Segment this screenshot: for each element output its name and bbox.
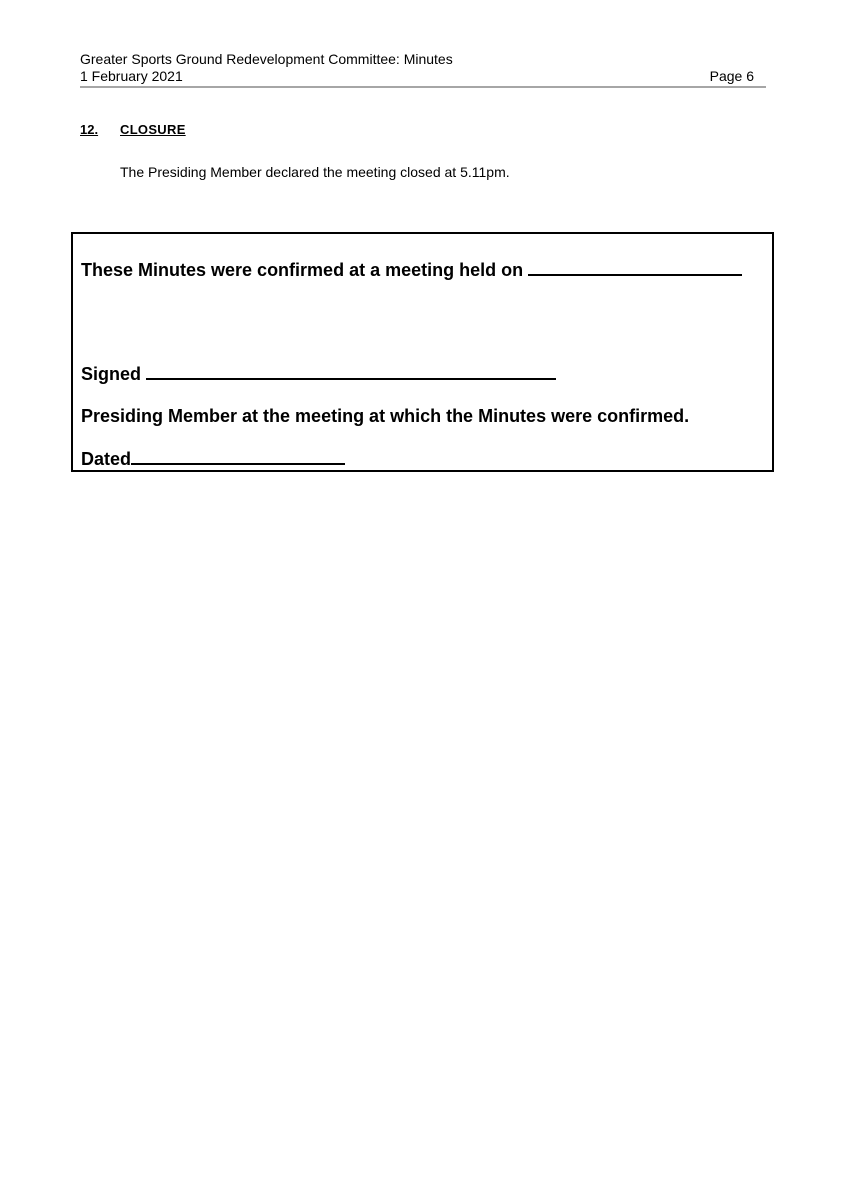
section-body: The Presiding Member declared the meeting closed at 5.11pm. bbox=[120, 164, 510, 180]
signature-blank bbox=[146, 362, 556, 380]
signed-line bbox=[81, 362, 556, 385]
confirmation-box bbox=[71, 232, 774, 472]
confirmed-line bbox=[81, 258, 742, 281]
page-number: Page 6 bbox=[709, 68, 754, 84]
section-title: CLOSURE bbox=[120, 122, 186, 137]
presiding-member-line: Presiding Member at the meeting at which the Minutes were confirmed. bbox=[81, 406, 690, 426]
meeting-date-blank bbox=[528, 258, 742, 276]
dated-label: Dated bbox=[81, 449, 132, 469]
page-header bbox=[80, 50, 766, 88]
document-title: Greater Sports Ground Redevelopment Committee: Minutes bbox=[80, 51, 453, 67]
signed-label: Signed bbox=[81, 364, 142, 384]
meeting-date: 1 February 2021 bbox=[80, 68, 183, 84]
dated-line bbox=[81, 447, 345, 470]
date-blank bbox=[131, 447, 345, 465]
section-number: 12. bbox=[80, 122, 99, 137]
confirmed-text: These Minutes were confirmed at a meeting held on bbox=[81, 260, 524, 280]
